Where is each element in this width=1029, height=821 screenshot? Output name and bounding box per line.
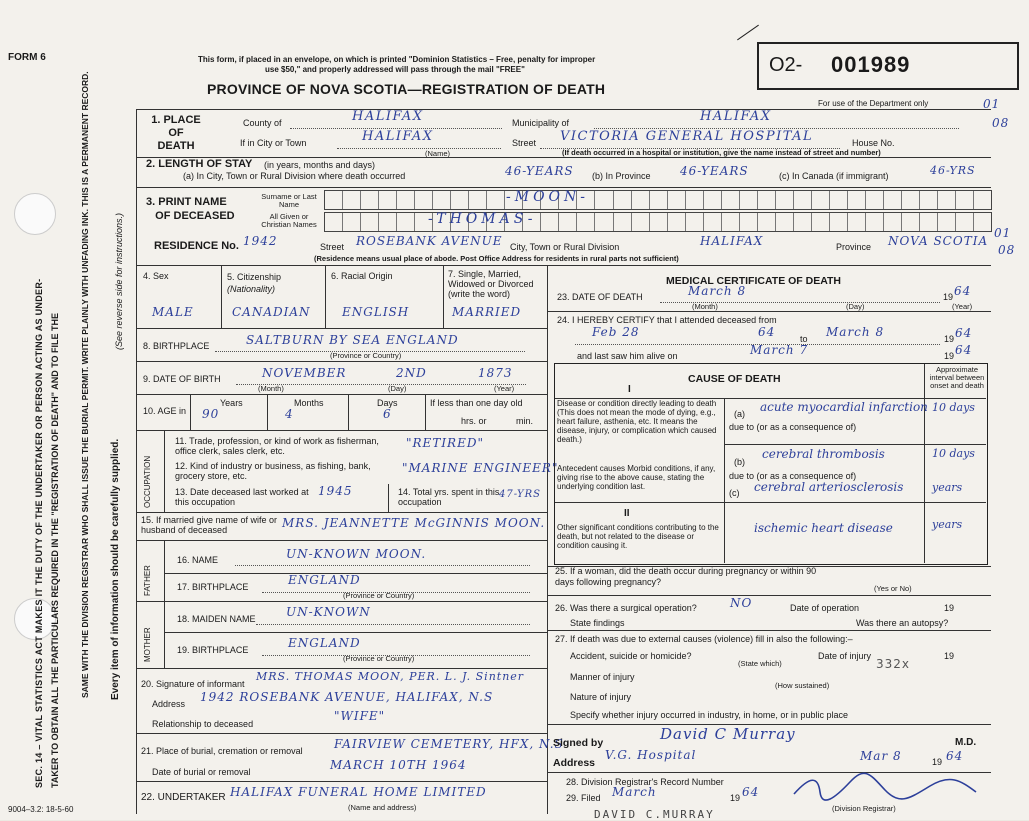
spouse-value: MRS. JEANNETTE McGINNIS MOON. [282,516,546,530]
age-col-2 [267,394,268,430]
father-section-label: FATHER [143,565,152,596]
state-which-caption: (State which) [738,659,782,668]
side-every-item-text: Every item of information should be carefully supplied. [110,438,121,700]
marital-label: 7. Single, Married, Widowed or Divorced (write the word) [448,269,534,299]
mother-maiden-value: UN-KNOWN [286,605,371,619]
row-divider-11 [136,430,547,431]
cause-b-interval: 10 days [932,447,975,460]
residence-label: RESIDENCE No. [154,240,239,252]
residence-street: ROSEBANK AVENUE [356,234,503,248]
op-date-prefix: 19 [944,603,955,613]
street-label: Street [512,138,537,148]
mother-maiden-line [256,624,530,625]
county-value: HALIFAX [352,109,424,124]
burial-place-label: 21. Place of burial, cremation or removal [141,746,303,756]
residence-code-1: 01 [994,226,1012,240]
marital-value: MARRIED [452,305,522,319]
cause-a-marker: (a) [734,409,745,419]
med-divider-27 [547,630,991,631]
due-to-2: due to (or as a consequence of) [729,471,857,481]
age-col-4 [425,394,426,430]
relationship-value: "WIFE" [334,709,386,723]
column-divider [547,265,548,814]
postal-notice: This form, if placed in an envelope, on which is printed "Dominion Statistics – Free, penalty for improper [198,55,596,64]
trade-value: "RETIRED" [406,436,484,450]
burial-date-value: MARCH 10TH 1964 [330,758,467,772]
given-names-value: -THOMAS- [428,211,537,227]
father-birthplace-caption: (Province or Country) [343,591,415,600]
filed-prefix: 19 [730,793,741,803]
attended-to: March 8 [826,325,885,339]
stay-province-label: (b) In Province [592,171,651,181]
cause-b-line [724,444,986,445]
father-name-label: 16. NAME [177,555,219,565]
frame-left [136,109,137,814]
accident-label: Accident, suicide or homicide? [570,651,692,661]
dob-day: 2ND [396,366,427,380]
tick-mark [737,25,759,41]
last-saw-year: 64 [955,343,973,357]
undertaker-label: 22. UNDERTAKER [141,792,226,803]
row-divider-8 [136,328,547,329]
cause-a-interval: 10 days [932,401,975,414]
cause-b-value: cerebral thrombosis [762,447,885,461]
row-divider-3 [136,187,991,188]
md-label: M.D. [955,737,977,748]
father-birthplace-value: ENGLAND [288,573,361,587]
trade-label: 11. Trade, profession, or kind of work as fisherman, office clerk, sales clerk, etc. [175,436,379,456]
father-birthplace-label: 17. BIRTHPLACE [177,582,249,592]
citizenship-value: CANADIAN [232,305,311,319]
dob-month-caption: (Month) [258,384,284,393]
informant-sig-label: 20. Signature of informant [141,679,245,689]
dob-label: 9. DATE OF BIRTH [143,374,221,384]
mother-birthplace-caption: (Province or Country) [343,654,415,663]
row-divider-16 [136,540,547,541]
residence-city: HALIFAX [700,234,764,248]
birthplace-label: 8. BIRTHPLACE [143,341,210,351]
medical-heading: MEDICAL CERTIFICATE OF DEATH [666,275,841,287]
part-one-label: I [628,384,631,395]
how-sustained-caption: (How sustained) [775,681,830,690]
other-conditions-interval: years [932,518,963,531]
row-divider-19 [164,632,547,633]
undertaker-caption: (Name and address) [348,803,417,812]
side-law-text-1: SEC. 14 – VITAL STATISTICS ACT MAKES IT THE DUTY OF THE UNDERTAKER OR PERSON ACTING AS UNDER- [34,278,44,788]
last-saw-value: March 7 [750,343,809,357]
disease-label: Disease or condition directly leading to death (This does not mean the mode of dying, e.g., heart failure, asthenia, etc. It means the disease, injury, or complication which caused death.) [557,399,717,444]
birthplace-caption: (Province or Country) [330,351,402,360]
min-label: min. [516,416,534,426]
cause-c-value: cerebral arteriosclerosis [754,480,904,494]
surname-label: Surname or Last Name [261,192,317,209]
injury-date-prefix: 19 [944,651,955,661]
surname-boxes [324,190,992,210]
cause-heading: CAUSE OF DEATH [688,373,781,385]
hospital-note: (If death occurred in a hospital or institution, give the name instead of street and number) [562,148,881,157]
mother-birthplace-label: 19. BIRTHPLACE [177,645,249,655]
external-label: 27. If death was due to external causes (violence) fill in also the following:– [555,634,853,644]
name-caption: (Name) [425,149,451,158]
col-5-divider [325,265,326,328]
form-number: FORM 6 [8,52,46,63]
filed-label: 29. Filed [566,793,601,803]
col-14-divider [388,484,389,512]
last-saw-prefix: 19 [944,351,955,361]
print-code: 9004–3.2: 18-5-60 [8,805,74,814]
side-law-text-2: TAKER TO OBTAIN ALL THE PARTICULARS REQUIRED IN THE "REGISTRATION OF DEATH" AND TO FILE THE [50,312,60,788]
attended-to-prefix: 19 [944,334,955,344]
cause-a-value: acute myocardial infarction [760,400,928,414]
mother-birthplace-value: ENGLAND [288,636,361,650]
total-years-value: 47-YRS [499,489,541,500]
undertaker-value: HALIFAX FUNERAL HOME LIMITED [230,785,487,799]
registration-number: 001989 [831,52,911,77]
side-reverse-text: (See reverse side for instructions.) [114,212,124,350]
registration-number-box [757,42,1019,90]
row-divider-10 [136,394,547,395]
col-6-divider [443,265,444,328]
age-label: 10. AGE in [143,406,187,416]
father-name-value: UN-KNOWN MOON. [286,547,427,561]
age-days-label: Days [377,398,398,408]
residence-number: 1942 [243,234,278,248]
citizenship-label: 5. Citizenship (Nationality) [227,272,282,294]
stay-canada-label: (c) In Canada (if immigrant) [779,171,889,181]
other-conditions-label: Other significant conditions contributing to the death, but not related to the disease or condition causing it. [557,523,719,550]
death-date-prefix: 19 [943,292,954,302]
surgery-label: 26. Was there a surgical operation? [555,603,697,613]
residence-province-label: Province [836,242,872,252]
last-worked-label: 13. Date deceased last worked at this occupation [175,487,309,507]
attended-to-year: 64 [955,326,973,340]
last-saw-label: and last saw him alive on [577,351,678,361]
department-code-1: 01 [983,97,1001,111]
row-divider-21 [136,733,547,734]
op-date-label: Date of operation [790,603,860,613]
informant-address-label: Address [152,699,186,709]
death-date-month: March 8 [688,284,747,298]
department-code-2: 08 [992,116,1010,130]
manner-label: Manner of injury [570,672,635,682]
death-date-month-caption: (Month) [692,302,718,311]
registrar-caption: (Division Registrar) [832,804,896,813]
name-label: 3. PRINT NAME OF DECEASED [146,196,235,222]
residence-street-label: Street [320,242,345,252]
death-date-day-caption: (Day) [846,302,865,311]
relationship-label: Relationship to deceased [152,719,254,729]
death-date-year-caption: (Year) [952,302,973,311]
signed-by-label: Signed by [553,737,604,749]
surname-value: -MOON- [506,189,590,205]
cause-c-marker: (c) [729,488,740,498]
registration-prefix: O2- [769,54,803,76]
industry-label: 12. Kind of industry or business, as fishing, bank, grocery store, etc. [175,461,371,481]
mother-maiden-label: 18. MAIDEN NAME [177,614,256,624]
cause-b-marker: (b) [734,457,745,467]
injury-date-label: Date of injury [818,651,872,661]
given-names-boxes [324,212,992,232]
med-divider-24 [547,311,991,312]
birthplace-value: SALTBURN BY SEA ENGLAND [246,333,459,347]
registrar-record-label: 28. Division Registrar's Record Number [566,777,724,787]
side-law-text-3: SAME WITH THE DIVISION REGISTRAR WHO SHALL ISSUE THE BURIAL PERMIT. WRITE PLAINLY WITH UNFADING INK. THIS IS A PERMANENT RECORD. [80,71,90,698]
dob-year: 1873 [478,366,513,380]
row-divider-22 [136,781,547,782]
row-divider-4 [136,265,991,266]
surgery-value: NO [730,596,753,610]
age-days: 6 [383,407,392,421]
filed-value: March [612,785,657,799]
stay-city-label: (a) In City, Town or Rural Division where death occurred [183,171,406,181]
specify-label: Specify whether injury occurred in industry, in home, or in public place [570,710,848,720]
attended-to-label: to [800,334,808,344]
signed-date-year: 64 [946,749,964,763]
state-findings-label: State findings [570,618,625,628]
signed-by-value: David C Murray [660,725,796,743]
stay-province-value: 46-YEARS [680,164,749,178]
page-title: PROVINCE OF NOVA SCOTIA—REGISTRATION OF DEATH [207,81,606,97]
place-label: 1. PLACE OF DEATH [151,114,201,152]
age-months-label: Months [294,398,324,408]
residence-code-2: 08 [998,243,1016,257]
city-value: HALIFAX [362,129,434,144]
row-divider-20 [136,668,547,669]
occupation-side-col [164,430,165,512]
antecedent-label: Antecedent causes Morbid conditions, if any, giving rise to the above cause, stating the underlying condition last. [557,464,716,491]
sex-value: MALE [152,305,194,319]
signer-address-label: Address [553,757,596,769]
spouse-label: 15. If married give name of wife or husband of deceased [141,515,278,535]
mother-section-label: MOTHER [143,627,152,662]
row-divider-15 [136,512,547,513]
stay-hint: (in years, months and days) [264,160,376,170]
part-two-label: II [624,508,630,519]
informant-sig-value: MRS. THOMAS MOON, PER. L. J. Sintner [256,670,525,683]
street-value: VICTORIA GENERAL HOSPITAL [560,129,814,144]
row-divider-18 [136,601,547,602]
death-date-year: 64 [954,284,972,298]
county-label: County of [243,118,282,128]
residence-province: NOVA SCOTIA [888,234,989,248]
father-name-line [235,565,530,566]
pregnancy-label: 25. If a woman, did the death occur during pregnancy or within 90 days following pregnancy? [555,566,817,587]
stay-city-value: 46-YEARS [505,164,574,178]
age-years-label: Years [220,398,243,408]
under-day-label: If less than one day old [430,398,523,408]
punch-hole-top [14,193,56,235]
frame-top [136,109,991,110]
burial-place-value: FAIRVIEW CEMETERY, HFX, N.S [334,737,564,751]
residence-city-label: City, Town or Rural Division [510,242,620,252]
hrs-label: hrs. or [461,416,487,426]
nature-label: Nature of injury [570,692,632,702]
municipality-value: HALIFAX [700,109,772,124]
age-months: 4 [285,407,294,421]
attended-from-year: 64 [758,325,776,339]
informant-address-value: 1942 ROSEBANK AVENUE, HALIFAX, N.S [200,690,494,704]
pregnancy-yes-no: (Yes or No) [874,584,912,593]
signer-address-value: V.G. Hospital [605,748,697,762]
filed-year: 64 [742,785,760,799]
signed-date: Mar 8 [860,749,902,763]
col-4-divider [221,265,222,328]
annotation-332x: 332x [876,657,911,671]
attended-from: Feb 28 [592,325,640,339]
registrar-signature [790,772,980,802]
dob-month: NOVEMBER [262,366,347,380]
department-use-note: For use of the Department only [818,99,929,108]
other-conditions-value: ischemic heart disease [754,521,893,535]
row-divider-2 [136,157,991,158]
dob-year-caption: (Year) [494,384,515,393]
interval-col-divider [924,364,925,563]
last-worked-value: 1945 [318,484,353,498]
municipality-label: Municipality of [512,118,570,128]
age-col-3 [348,394,349,430]
total-years-label: 14. Total yrs. spent in this occupation [398,487,500,507]
industry-value: "MARINE ENGINEER" [402,461,559,475]
certify-label: 24. I HEREBY CERTIFY that I attended deceased from [557,315,777,325]
age-years: 90 [202,407,220,421]
part-two-divider [555,502,986,503]
given-names-label: All Given or Christian Names [261,212,317,229]
parents-side-col [164,540,165,668]
interval-heading: Approximate interval between onset and death [929,365,985,390]
city-label: If in City or Town [240,138,307,148]
autopsy-label: Was there an autopsy? [856,618,949,628]
dob-day-caption: (Day) [388,384,407,393]
burial-date-label: Date of burial or removal [152,767,251,777]
cause-c-interval: years [932,481,963,494]
due-to-1: due to (or as a consequence of) [729,422,857,432]
age-col-1 [190,394,191,430]
racial-origin-label: 6. Racial Origin [331,271,393,281]
cause-col-divider [724,398,725,563]
typed-physician-name: DAVID C.MURRAY [594,808,715,821]
sex-label: 4. Sex [143,271,169,281]
death-date-label: 23. DATE OF DEATH [557,292,643,302]
residence-note: (Residence means usual place of abode. Post Office Address for residents in rural parts not sufficient) [314,254,679,263]
med-divider-26 [547,595,991,596]
stay-label: 2. LENGTH OF STAY [146,158,253,170]
signed-date-prefix: 19 [932,757,943,767]
stay-canada-value: 46-YRS [930,164,976,177]
occupation-section-label: OCCUPATION [143,455,152,508]
city-line [337,148,501,149]
row-divider-9 [136,361,547,362]
racial-origin-value: ENGLISH [342,305,410,319]
postal-notice-2: use $50," and properly addressed will pass through the mail "FREE" [265,65,525,74]
house-number-label: House No. [852,138,895,148]
